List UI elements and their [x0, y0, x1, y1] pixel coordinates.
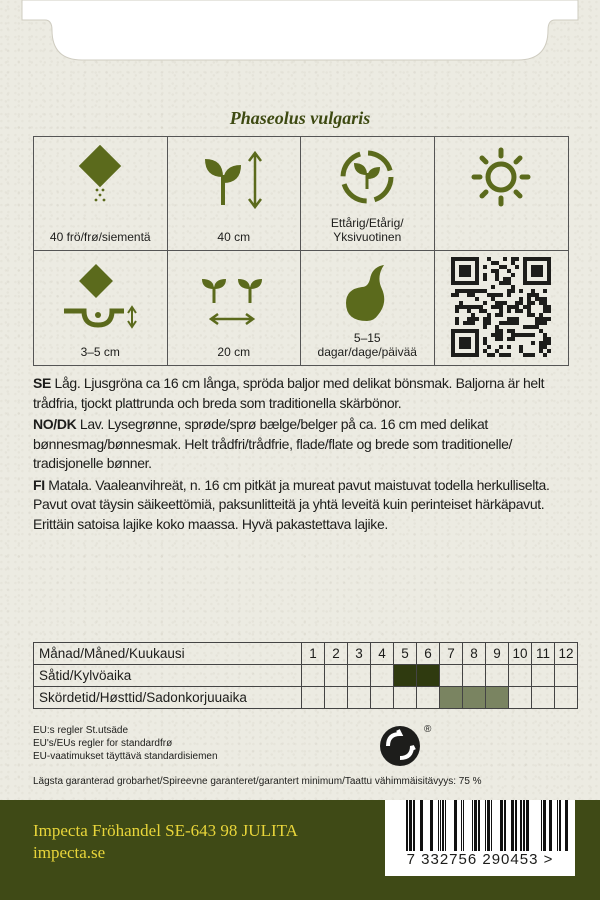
cell-sowing-depth [34, 251, 168, 365]
calendar-cell [509, 665, 532, 687]
calendar-cell [348, 687, 371, 709]
month-cell: 5 [394, 643, 417, 665]
regulation-line: EU's/EUs regler for standardfrø [33, 738, 173, 749]
calendar-cell [302, 665, 325, 687]
barcode-number: 7 332756 290453 > [385, 851, 575, 873]
calendar-row-harvest [34, 687, 578, 709]
calendar-cell [555, 687, 578, 709]
month-cell: 3 [348, 643, 371, 665]
plant-spacing-icon [194, 259, 274, 334]
svg-text:®: ® [424, 724, 432, 735]
calendar-cell [348, 665, 371, 687]
germination-icon [332, 259, 402, 329]
sowing-calendar [33, 642, 578, 709]
latin-name: Phaseolus vulgaris [229, 108, 371, 128]
calendar-cell [325, 665, 348, 687]
calendar-cell [555, 665, 578, 687]
calendar-cell [417, 665, 440, 687]
calendar-header-row [34, 643, 578, 665]
calendar-cell [532, 665, 555, 687]
qr-code-icon[interactable] [451, 257, 551, 357]
regulation-line: EU-vaatimukset täyttävä standardisiemen [33, 751, 218, 762]
month-cell: 6 [417, 643, 440, 665]
sowing-depth-icon [60, 259, 140, 334]
seed-packet-icon [65, 145, 135, 215]
calendar-cell [325, 687, 348, 709]
company-website[interactable]: impecta.se [33, 843, 106, 862]
company-info [33, 820, 298, 864]
annual-cycle-icon [332, 145, 402, 215]
description-se: SE Låg. Ljusgröna ca 16 cm långa, spröda baljor med delikat bönsmak. Baljorna är helt trådfria, tjockt plattrunda och breda som traditionella skärbönor. [33, 375, 545, 411]
germination-note: Lägsta garanterad grobarhet/Spireevne garanteret/garantert minimum/Taattu vähimmäisitävyys: 75 % [33, 776, 482, 787]
month-cell: 8 [463, 643, 486, 665]
sowing-depth-caption: 3–5 cm [80, 345, 120, 359]
seed-count-caption: 40 frö/frø/siementä [49, 230, 151, 244]
calendar-cell [486, 687, 509, 709]
annual-caption: Ettårig/Etårig/ Yksivuotinen [330, 216, 404, 244]
germination-caption: 5–15 dagar/dage/päivää [317, 331, 417, 359]
calendar-cell [371, 687, 394, 709]
calendar-cell [509, 687, 532, 709]
calendar-cell [532, 687, 555, 709]
description [33, 374, 573, 536]
regulation-line: EU:s regler St.utsäde [33, 725, 129, 736]
calendar-cell [394, 665, 417, 687]
cell-germination [301, 251, 435, 365]
plant-height-caption: 40 cm [217, 230, 251, 244]
month-cell: 9 [486, 643, 509, 665]
calendar-cell [417, 687, 440, 709]
calendar-cell [394, 687, 417, 709]
cell-plant-height [168, 137, 302, 251]
month-cell: 1 [302, 643, 325, 665]
calendar-header: Månad/Måned/Kuukausi [34, 643, 302, 665]
icon-grid [33, 136, 569, 366]
regulations [33, 724, 218, 763]
calendar-cell [463, 665, 486, 687]
cell-plant-spacing [168, 251, 302, 365]
sun-icon [466, 145, 536, 215]
month-cell: 10 [509, 643, 532, 665]
month-cell: 2 [325, 643, 348, 665]
month-cell: 7 [440, 643, 463, 665]
cell-qr [435, 251, 569, 365]
calendar-cell [302, 687, 325, 709]
month-cell: 12 [555, 643, 578, 665]
calendar-cell [371, 665, 394, 687]
green-dot-recycle-icon [378, 722, 434, 768]
company-address: Impecta Fröhandel SE-643 98 JULITA [33, 821, 298, 840]
calendar-cell [486, 665, 509, 687]
description-no-dk: NO/DK Lav. Lysegrønne, sprøde/sprø bælge/belger på ca. 16 cm med delikat bønnesmag/bønnesmak. Helt trådfri/trådfrie, flade/flate og brede som traditionelle/ tradisjonelle bønner. [33, 416, 513, 471]
calendar-row-sowing [34, 665, 578, 687]
harvest-label: Skördetid/Høsttid/Sadonkorjuuaika [34, 687, 302, 709]
plant-height-icon [199, 145, 269, 215]
plant-spacing-caption: 20 cm [217, 345, 251, 359]
cell-seed-count [34, 137, 168, 251]
description-fi: FI Matala. Vaaleanvihreät, n. 16 cm pitkät ja mureat pavut maistuvat todella herkulliselta. Pavut ovat täysin säikeettömiä, paksunlitteitä ja yhtä leveitä kuin perinteiset härkäpavut. Erittäin satoisa lajike koko maassa. Hyvä pakastettava lajike. [33, 476, 550, 532]
hang-tab [0, 0, 600, 100]
month-cell: 11 [532, 643, 555, 665]
calendar-cell [463, 687, 486, 709]
sowing-label: Såtid/Kylvöaika [34, 665, 302, 687]
month-cell: 4 [371, 643, 394, 665]
cell-annual [301, 137, 435, 251]
cell-sun [435, 137, 569, 251]
calendar-cell [440, 687, 463, 709]
calendar-cell [440, 665, 463, 687]
